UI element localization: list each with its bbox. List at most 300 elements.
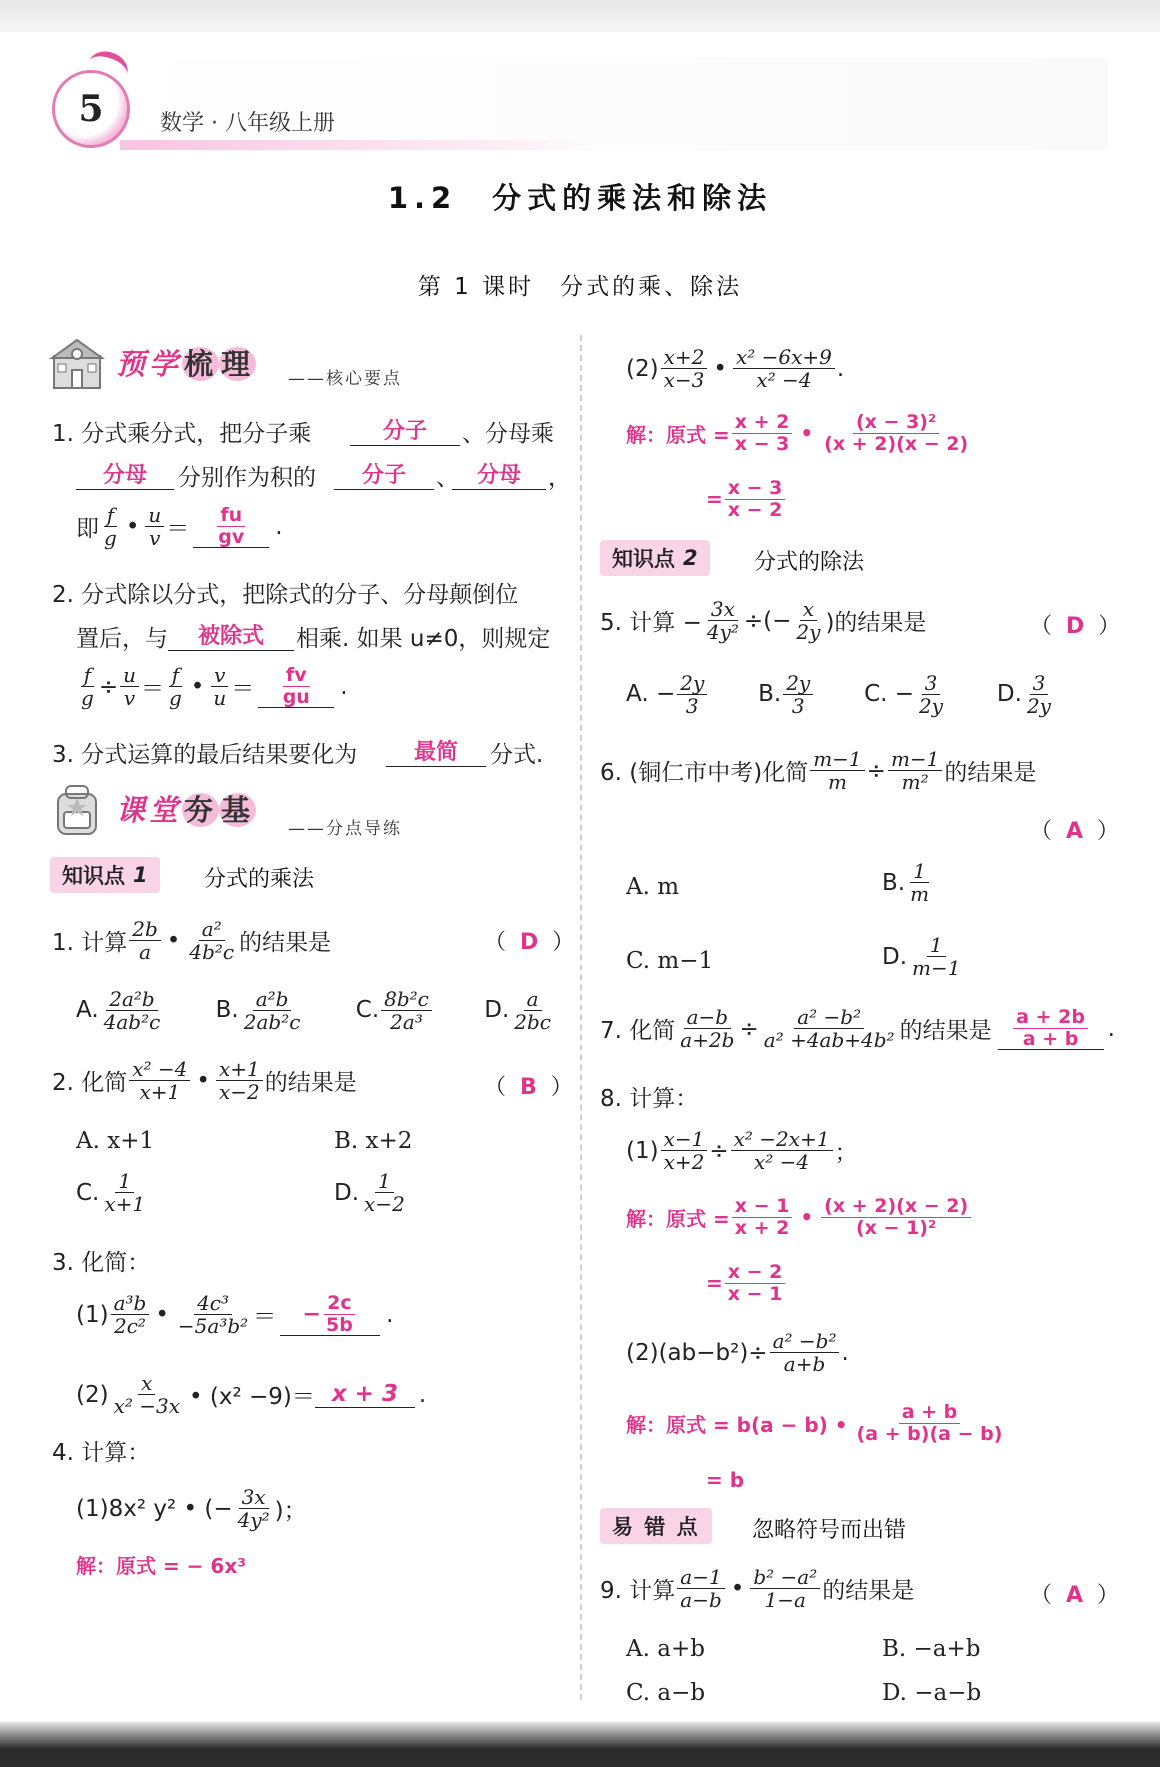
fraction bbox=[101, 504, 120, 549]
book-title: 数学 · 八年级上册 bbox=[160, 111, 335, 136]
kp-label: 知识点 bbox=[62, 864, 125, 888]
fraction bbox=[101, 988, 164, 1033]
option-label: C. bbox=[355, 997, 380, 1023]
denominator: m² bbox=[901, 770, 929, 794]
fraction bbox=[111, 1292, 150, 1337]
denominator: m−1 bbox=[912, 956, 961, 980]
numerator: 8b²c bbox=[381, 988, 432, 1011]
school-icon bbox=[48, 334, 106, 392]
numerator: a + b bbox=[899, 1402, 961, 1424]
numerator: 3 bbox=[1030, 672, 1049, 695]
right-q6-option-d bbox=[882, 934, 965, 979]
kp-label: 易 错 点 bbox=[612, 1515, 700, 1539]
fraction bbox=[111, 1372, 183, 1417]
period: . bbox=[1107, 1015, 1115, 1042]
denominator: m bbox=[910, 882, 930, 906]
fraction bbox=[677, 1566, 724, 1611]
dot-sign: • bbox=[166, 927, 181, 954]
numerator: 2b bbox=[129, 918, 161, 941]
numerator: a³b bbox=[111, 1292, 150, 1315]
classroom-title bbox=[116, 788, 256, 829]
open-paren: （ bbox=[484, 930, 507, 955]
fraction bbox=[731, 1128, 833, 1173]
numerator: 2a²b bbox=[106, 988, 157, 1011]
denominator: 5b bbox=[325, 1313, 353, 1336]
period: . bbox=[418, 1381, 427, 1408]
denominator: 2y bbox=[796, 620, 821, 644]
classroom-title-b: 夯 bbox=[184, 793, 218, 827]
numerator: 1 bbox=[375, 1170, 394, 1193]
right-q9-stem bbox=[600, 1566, 914, 1611]
equals-sign: ＝ bbox=[253, 1304, 277, 1330]
numerator: x² −4 bbox=[129, 1058, 190, 1081]
option-label: A. − bbox=[626, 681, 676, 707]
numerator: (x − 3)² bbox=[853, 412, 939, 434]
equals-sign: ＝ bbox=[166, 516, 190, 542]
denominator: a bbox=[139, 940, 151, 964]
dot-sign: • bbox=[155, 1301, 169, 1328]
preview-q3-text1: 3. 分式运算的最后结果要化为 bbox=[52, 742, 358, 768]
fraction bbox=[241, 988, 304, 1033]
divide-sign: ÷ bbox=[866, 757, 886, 784]
stem: 的结果是 bbox=[822, 1578, 915, 1604]
period: . bbox=[386, 1301, 394, 1328]
denominator: 3 bbox=[685, 694, 699, 718]
numerator: x − 3 bbox=[725, 478, 786, 500]
classroom-subtitle: ——分点导练 bbox=[288, 819, 402, 839]
preview-q2-text3: 相乘. 如果 u≠0，则规定 bbox=[296, 626, 551, 652]
denominator: 1−a bbox=[764, 1588, 806, 1612]
right-q7-answer-fraction bbox=[1013, 1007, 1088, 1050]
fraction bbox=[120, 664, 139, 709]
period: . bbox=[836, 355, 845, 382]
fraction bbox=[216, 1058, 263, 1103]
right-q8-part2 bbox=[626, 1330, 849, 1375]
left-q2-option-d bbox=[334, 1170, 410, 1215]
denominator: 2c² bbox=[113, 1314, 146, 1338]
preview-q1-text1: 1. 分式乘分式，把分子乘 bbox=[52, 421, 312, 447]
left-q3-answer-fraction bbox=[323, 1293, 356, 1336]
fraction bbox=[821, 1196, 971, 1239]
denominator: x − 3 bbox=[734, 432, 790, 455]
fraction bbox=[677, 672, 707, 717]
equals-sign: = bbox=[706, 487, 723, 512]
left-q2-option-c bbox=[76, 1170, 150, 1215]
denominator: 2ab²c bbox=[243, 1010, 301, 1034]
denominator: 2y bbox=[919, 694, 944, 718]
option-c bbox=[356, 988, 434, 1033]
close-paren: ） bbox=[550, 1075, 573, 1100]
option-b bbox=[758, 672, 815, 717]
denominator: 4y² bbox=[237, 1508, 270, 1532]
fraction bbox=[907, 860, 932, 905]
open-paren: （ bbox=[1030, 1583, 1053, 1608]
preview-q3-answer1: 最简 bbox=[386, 735, 486, 767]
left-q3-stem: 3. 化简： bbox=[52, 1250, 151, 1276]
fraction bbox=[725, 1262, 786, 1305]
open-paren: （ bbox=[1030, 819, 1053, 844]
denominator: u bbox=[213, 686, 227, 710]
lesson-title: 第 1 课时 分式的乘、除法 bbox=[417, 274, 743, 300]
numerator: x² −6x+9 bbox=[733, 346, 835, 369]
numerator: x² −2x+1 bbox=[731, 1128, 833, 1151]
option-label: C. bbox=[76, 1179, 100, 1206]
denominator: (a + b)(a − b) bbox=[856, 1422, 1003, 1445]
classroom-banner bbox=[48, 780, 468, 839]
divide-sign: ÷ bbox=[739, 1015, 759, 1042]
answer-letter: D bbox=[1066, 614, 1085, 639]
numerator: f bbox=[169, 664, 182, 687]
dot-sign: • bbox=[730, 1575, 745, 1602]
expression-end: )； bbox=[274, 1498, 307, 1524]
dot-sign: • bbox=[800, 1205, 814, 1230]
fraction bbox=[166, 664, 185, 709]
denominator: x² −3x bbox=[113, 1394, 181, 1418]
answer-letter: D bbox=[520, 930, 539, 955]
close-paren: ） bbox=[1097, 819, 1120, 844]
left-q1-stem bbox=[52, 918, 331, 963]
numerator: a² −b² bbox=[794, 1006, 864, 1029]
stem: 6. (铜仁市中考)化简 bbox=[600, 760, 809, 786]
fraction bbox=[511, 988, 554, 1033]
option-c bbox=[864, 672, 948, 717]
close-paren: ） bbox=[1098, 614, 1121, 639]
denominator: a+2b bbox=[680, 1028, 735, 1052]
open-paren: （ bbox=[484, 1075, 507, 1100]
numerator: x+1 bbox=[216, 1058, 263, 1081]
preview-q1-text6: 即 bbox=[76, 516, 99, 542]
preview-q1-answer4: 分母 bbox=[452, 458, 546, 490]
numerator: 2y bbox=[677, 672, 707, 695]
denominator: (x − 1)² bbox=[855, 1216, 937, 1239]
denominator: 3 bbox=[791, 694, 805, 718]
header-band bbox=[120, 140, 590, 150]
right-q6-option-c: C. m−1 bbox=[626, 948, 714, 974]
numerator: m−1 bbox=[888, 748, 942, 771]
fraction bbox=[175, 1292, 251, 1337]
chapter-title: 1.2 分式的乘法和除法 bbox=[387, 181, 773, 215]
option-label: B. bbox=[882, 869, 906, 896]
fraction bbox=[1024, 672, 1054, 717]
equals-sign: = bbox=[706, 1271, 723, 1296]
option-label: C. − bbox=[864, 681, 915, 707]
part-label: (2) bbox=[76, 1381, 109, 1408]
numerator: fu bbox=[217, 505, 245, 527]
period: . bbox=[275, 513, 283, 540]
left-q4-part1 bbox=[76, 1486, 307, 1531]
numerator: a−1 bbox=[677, 1566, 724, 1589]
left-q3-answer2: x + 3 bbox=[315, 1381, 415, 1408]
denominator: x−3 bbox=[663, 368, 705, 392]
numerator: x + 2 bbox=[732, 412, 793, 434]
denominator: g bbox=[81, 686, 94, 710]
fraction bbox=[381, 988, 432, 1033]
preview-title-b: 梳 bbox=[184, 347, 218, 381]
right-q8-solution2 bbox=[626, 1402, 1007, 1445]
right-q9-answer bbox=[1030, 1578, 1119, 1609]
numerator: 1 bbox=[927, 934, 946, 957]
fraction bbox=[750, 1566, 820, 1611]
right-q6-option-b bbox=[882, 860, 934, 905]
right-q5-options bbox=[626, 672, 1056, 717]
numerator: a bbox=[524, 988, 542, 1011]
right-q9-option-a: A. a+b bbox=[626, 1636, 705, 1662]
numerator: a²b bbox=[253, 988, 292, 1011]
divide-sign: ÷ bbox=[98, 673, 119, 700]
denominator: a+b bbox=[783, 1352, 826, 1376]
numerator: x+2 bbox=[661, 346, 708, 369]
denominator: −5a³b² bbox=[177, 1314, 249, 1338]
left-q2-answer bbox=[484, 1070, 573, 1101]
fraction bbox=[732, 412, 793, 455]
denominator: x+1 bbox=[104, 1192, 146, 1216]
denominator: 2a³ bbox=[390, 1010, 423, 1034]
right-q4-part2 bbox=[626, 346, 844, 391]
numerator: 3x bbox=[708, 598, 738, 621]
equals-sign: ＝ bbox=[231, 676, 255, 702]
numerator: 3x bbox=[239, 1486, 269, 1509]
preview-q1-text2: 、分母乘 bbox=[462, 421, 554, 447]
numerator: a² bbox=[199, 918, 225, 941]
fraction bbox=[210, 664, 229, 709]
denominator: x+2 bbox=[663, 1150, 705, 1174]
divide-sign: ÷ bbox=[709, 1137, 729, 1164]
right-q8-solution1-step2 bbox=[706, 1262, 787, 1305]
preview-q2-text1: 2. 分式除以分式，把除式的分子、分母颠倒位 bbox=[52, 582, 519, 608]
preview-q2-formula bbox=[76, 664, 348, 709]
left-q2-stem bbox=[52, 1058, 357, 1103]
preview-q1-formula bbox=[76, 504, 283, 549]
numerator: 1 bbox=[910, 860, 929, 883]
denominator: a−b bbox=[680, 1588, 722, 1612]
expression: • (x² −9)＝ bbox=[189, 1384, 315, 1410]
fraction bbox=[704, 598, 742, 643]
denominator: m bbox=[827, 770, 847, 794]
fraction bbox=[78, 664, 97, 709]
preview-q1-answer1: 分子 bbox=[350, 414, 460, 446]
option-label: D. bbox=[996, 681, 1022, 707]
right-q9-option-b: B. −a+b bbox=[882, 1636, 981, 1662]
numerator: a + 2b bbox=[1013, 1007, 1088, 1029]
fraction bbox=[770, 1330, 840, 1375]
dot-sign: • bbox=[713, 355, 727, 382]
right-q8-part1 bbox=[626, 1128, 858, 1173]
fraction bbox=[793, 598, 823, 643]
knowledge-point-2-tag bbox=[600, 540, 710, 576]
preview-q3-text2: 分式. bbox=[490, 742, 544, 768]
preview-q1-answer2: 分母 bbox=[76, 458, 174, 490]
fraction bbox=[810, 748, 864, 793]
option-d bbox=[484, 988, 556, 1033]
denominator: 2y bbox=[1026, 694, 1051, 718]
kp-label: 知识点 bbox=[612, 547, 675, 571]
part-label: (2) bbox=[626, 355, 659, 382]
dot-sign: • bbox=[196, 1067, 210, 1094]
numerator: u bbox=[120, 664, 139, 687]
left-q1-answer bbox=[484, 925, 574, 956]
fraction bbox=[909, 934, 963, 979]
close-paren: ） bbox=[1097, 1583, 1120, 1608]
fraction bbox=[361, 1170, 408, 1215]
numerator: u bbox=[145, 504, 164, 527]
right-q6-answer bbox=[1030, 814, 1119, 845]
denominator: x + 2 bbox=[734, 1216, 790, 1239]
classroom-title-c: 基 bbox=[221, 793, 255, 827]
right-q7-stem bbox=[600, 1006, 1115, 1051]
expression: ÷(− bbox=[743, 607, 792, 634]
stem: 的结果是 bbox=[899, 1018, 992, 1044]
denominator: a + b bbox=[1022, 1027, 1079, 1050]
numerator: f bbox=[104, 504, 117, 527]
fraction bbox=[661, 1128, 708, 1173]
answer-letter: A bbox=[1066, 1583, 1084, 1608]
fraction bbox=[732, 1196, 793, 1239]
denominator: g bbox=[168, 686, 182, 710]
right-q9-option-d: D. −a−b bbox=[882, 1680, 982, 1706]
preview-banner bbox=[48, 334, 468, 388]
numerator: a² −b² bbox=[770, 1330, 840, 1353]
semicolon: ； bbox=[834, 1140, 858, 1166]
denominator: gu bbox=[282, 685, 310, 708]
denominator: x² −4 bbox=[756, 368, 812, 392]
denominator: x−2 bbox=[364, 1192, 405, 1216]
option-d bbox=[997, 672, 1056, 717]
stem: 的结果是 bbox=[239, 930, 332, 956]
numerator: 2c bbox=[324, 1293, 354, 1315]
stem: 的结果是 bbox=[944, 760, 1037, 786]
option-label: B. bbox=[758, 681, 782, 707]
numerator: x − 2 bbox=[725, 1262, 786, 1284]
option-label: D. bbox=[484, 997, 510, 1023]
stem: 7. 化简 bbox=[600, 1018, 676, 1044]
period: . bbox=[340, 673, 348, 700]
numerator: fv bbox=[283, 665, 310, 687]
denominator: (x + 2)(x − 2) bbox=[824, 432, 969, 455]
preview-q1-text5: ， bbox=[548, 465, 571, 491]
option-label: D. bbox=[334, 1179, 360, 1206]
fraction bbox=[235, 1486, 273, 1531]
left-q3-part2 bbox=[76, 1372, 426, 1417]
fraction bbox=[129, 1058, 190, 1103]
preview-q2-answer1: 被除式 bbox=[168, 619, 294, 651]
preview-title-a: 预学 bbox=[116, 347, 183, 381]
solution-label: 解：原式 = bbox=[626, 1206, 730, 1231]
denominator: 4y² bbox=[706, 620, 739, 644]
right-q4-solution bbox=[626, 412, 973, 455]
denominator: v bbox=[123, 686, 136, 710]
denominator: 2bc bbox=[514, 1010, 551, 1034]
equals-sign: ＝ bbox=[140, 676, 164, 702]
fraction bbox=[725, 478, 786, 521]
fraction bbox=[916, 672, 946, 717]
stem: 5. 计算 − bbox=[600, 610, 702, 636]
fraction bbox=[821, 412, 971, 455]
denominator: 4b²c bbox=[189, 940, 235, 964]
preview-q1-text3: 分别作为积的 bbox=[178, 465, 316, 491]
denominator: g bbox=[104, 526, 117, 550]
stem: 的结果是 bbox=[264, 1070, 357, 1096]
right-q8-stem: 8. 计算： bbox=[600, 1086, 699, 1112]
dot-sign: • bbox=[190, 673, 205, 700]
fraction bbox=[186, 918, 237, 963]
numerator: (x + 2)(x − 2) bbox=[821, 1196, 971, 1218]
stem: 1. 计算 bbox=[52, 930, 128, 956]
solution-label: 解：原式 = bbox=[626, 422, 730, 447]
right-q8-solution1 bbox=[626, 1196, 973, 1239]
left-q1-options bbox=[76, 988, 556, 1033]
error-point-tag bbox=[600, 1508, 712, 1544]
open-paren: （ bbox=[1030, 614, 1053, 639]
kp-number: 2 bbox=[683, 546, 698, 570]
option-label: D. bbox=[882, 943, 908, 970]
fraction bbox=[145, 504, 164, 549]
part-label: (1) bbox=[76, 1301, 109, 1328]
kp-number: 1 bbox=[133, 863, 148, 887]
solution-label: 解：原式 = b(a − b) • bbox=[626, 1412, 848, 1437]
fraction bbox=[129, 918, 161, 963]
preview-title-c: 理 bbox=[221, 347, 255, 381]
top-bar bbox=[0, 0, 1160, 32]
fraction bbox=[677, 1006, 737, 1051]
preview-subtitle: ——核心要点 bbox=[288, 369, 402, 389]
denominator: x − 2 bbox=[727, 498, 783, 521]
numerator: x bbox=[800, 598, 817, 621]
fraction bbox=[854, 1402, 1006, 1445]
stem: 9. 计算 bbox=[600, 1578, 676, 1604]
right-q5-answer bbox=[1030, 609, 1120, 640]
denominator: x² −4 bbox=[754, 1150, 810, 1174]
right-q6-option-a: A. m bbox=[626, 874, 680, 900]
option-a bbox=[76, 988, 165, 1033]
numerator: 2y bbox=[783, 672, 813, 695]
numerator: m−1 bbox=[810, 748, 864, 771]
fraction bbox=[761, 1006, 898, 1051]
error-point-title: 忽略符号而出错 bbox=[752, 1518, 907, 1543]
right-q8-solution2-step2: = b bbox=[706, 1468, 745, 1492]
option-b bbox=[216, 988, 306, 1033]
preview-q1-answer-fraction bbox=[215, 505, 247, 548]
expression: (2)(ab−b²)÷ bbox=[626, 1339, 768, 1366]
period: . bbox=[841, 1339, 849, 1366]
right-q4-solution-step2 bbox=[706, 478, 787, 521]
denominator: x − 1 bbox=[727, 1282, 783, 1305]
preview-q1-answer3: 分子 bbox=[334, 458, 434, 490]
knowledge-point-1-tag bbox=[50, 857, 160, 893]
denominator: a² +4ab+4b² bbox=[763, 1028, 895, 1052]
numerator: 4c³ bbox=[194, 1292, 232, 1315]
denominator: v bbox=[149, 526, 161, 550]
numerator: a−b bbox=[684, 1006, 731, 1029]
numerator: x−1 bbox=[661, 1128, 708, 1151]
dot-sign: • bbox=[125, 513, 140, 540]
fraction bbox=[661, 346, 708, 391]
preview-title bbox=[116, 342, 256, 383]
fraction bbox=[733, 346, 835, 391]
left-q2-option-b: B. x+2 bbox=[334, 1128, 413, 1154]
right-q6-stem bbox=[600, 748, 1036, 793]
left-q4-solution: 解：原式 = − 6x³ bbox=[76, 1554, 246, 1578]
numerator: v bbox=[211, 664, 228, 687]
dot-sign: • bbox=[800, 421, 814, 446]
preview-q2-answer-fraction bbox=[280, 665, 313, 708]
right-q9-option-c: C. a−b bbox=[626, 1680, 706, 1706]
option-label: A. bbox=[76, 997, 99, 1023]
fraction bbox=[783, 672, 813, 717]
answer-letter: B bbox=[520, 1075, 537, 1100]
knowledge-point-1-title: 分式的乘法 bbox=[204, 867, 315, 892]
denominator: x+1 bbox=[139, 1080, 181, 1104]
denominator: x−2 bbox=[218, 1080, 260, 1104]
